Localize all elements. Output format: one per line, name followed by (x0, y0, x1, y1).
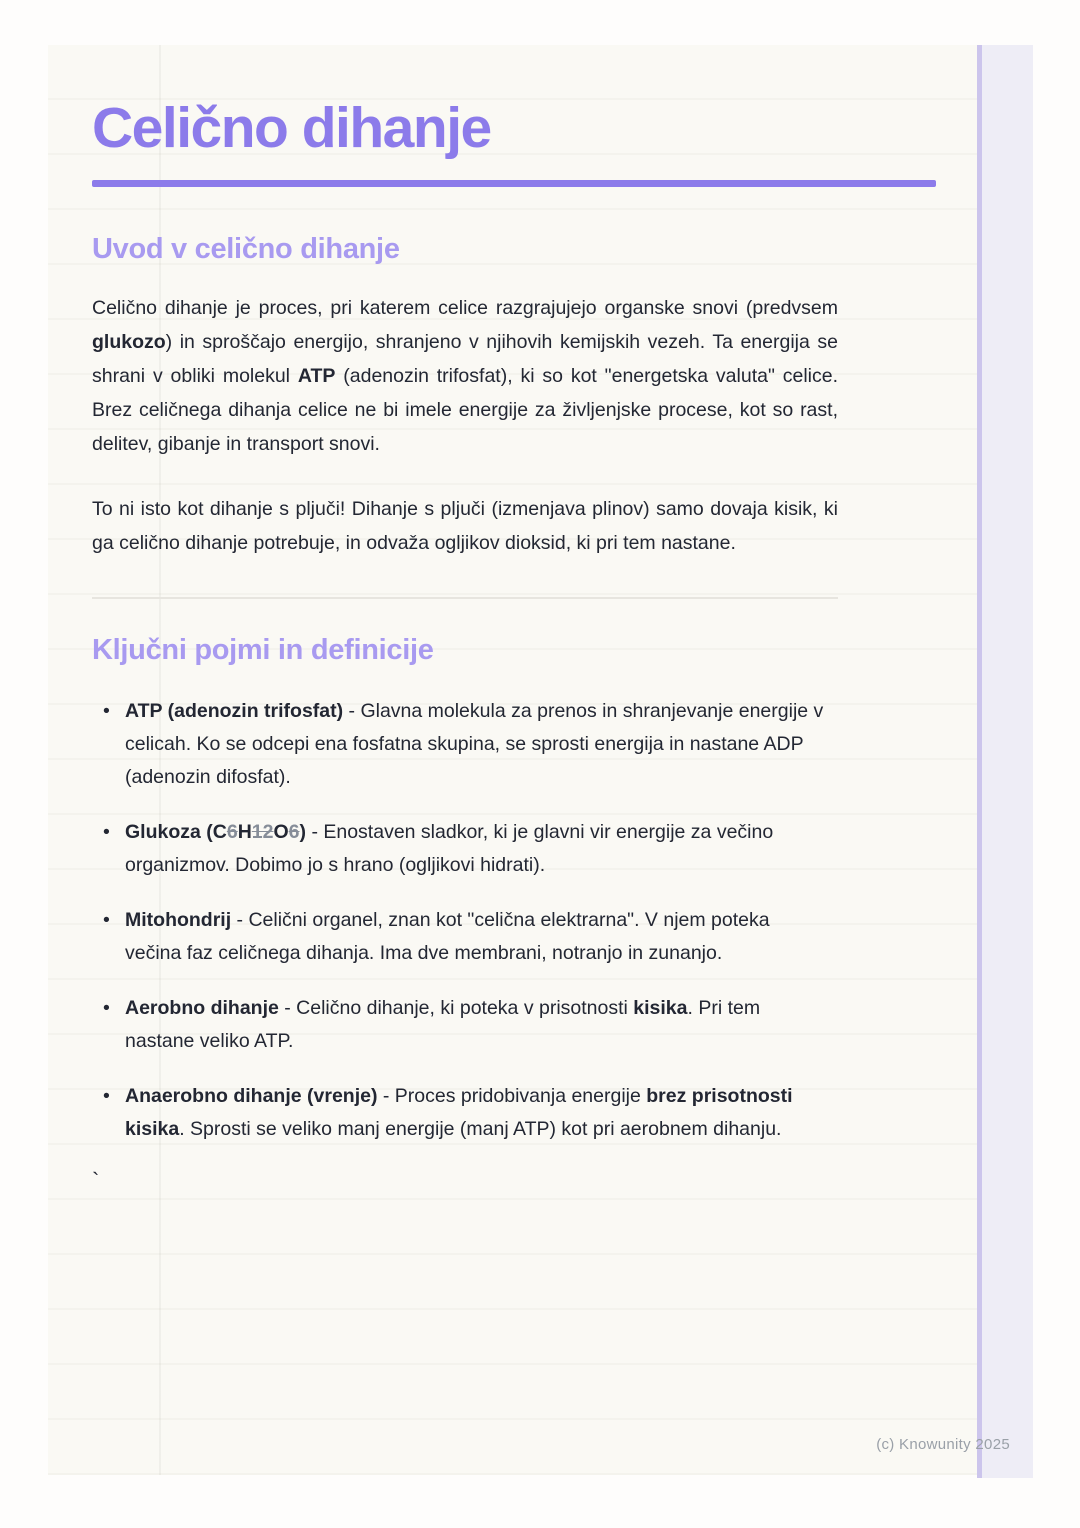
term-text (125, 1085, 793, 1140)
stray-backtick: ` (92, 1168, 100, 1193)
text-segment: - Celični organel, znan kot "celična elektrarna". V njem poteka večina faz celičnega dihanja. Ima dve membrani, notranjo in zunanjo. (125, 909, 770, 964)
text-segment: Celično dihanje je proces, pri katerem celice razgrajujejo organske snovi (predvsem (92, 297, 838, 319)
text-segment: . Pri tem nastane veliko ATP. (125, 997, 761, 1052)
worksheet-card (48, 45, 977, 1475)
bullet-icon: • (103, 821, 110, 843)
text-segment: - Proces pridobivanja energije (377, 1085, 647, 1107)
term-text (125, 909, 770, 964)
bullet-icon: • (103, 997, 110, 1019)
next-page-edge-stripe (977, 45, 1033, 1478)
text-segment: Mitohondrij (125, 909, 232, 931)
text-segment: 12 (251, 821, 274, 843)
text-segment: - Glavna molekula za prenos in shranjevanje energije v celicah. Ko se odcepi ena fosfatna skupina, se sprosti energija in nastane ADP (adenozin difosfat). (125, 700, 824, 788)
term-item-mitohondrij (92, 904, 830, 970)
term-text (125, 997, 760, 1052)
bullet-icon: • (103, 1085, 110, 1107)
term-text (125, 821, 773, 876)
term-item-anaerobno (92, 1080, 830, 1146)
text-segment: H (237, 821, 252, 843)
intro-paragraph-1 (92, 291, 838, 461)
intro-paragraph-2 (92, 492, 838, 560)
text-segment: 6 (226, 821, 238, 843)
worksheet-content (48, 45, 908, 1194)
text-segment: ATP (297, 365, 336, 387)
bullet-icon: • (103, 909, 110, 931)
text-segment: ) in sproščajo energijo, shranjeno v njihovih kemijskih vezeh. Ta energija se shrani v obliki molekul (92, 331, 838, 387)
text-segment: - Enostaven sladkor, ki je glavni vir energije za večino organizmov. Dobimo jo s hrano (ogljikovi hidrati). (125, 821, 774, 876)
text-segment: To ni isto kot dihanje s pljuči! Dihanje s pljuči (izmenjava plinov) samo dovaja kisik, ki ga celično dihanje potrebuje, in odvaža ogljikov dioksid, ki pri tem nastane. (92, 498, 838, 554)
term-item-glukoza (92, 816, 830, 882)
text-segment: ATP (adenozin trifosfat) (125, 700, 344, 722)
term-list (92, 695, 832, 1146)
term-item-aerobno (92, 992, 830, 1058)
text-segment: kisika (633, 997, 688, 1019)
title-underline (92, 180, 936, 187)
text-segment: Aerobno dihanje (125, 997, 279, 1019)
section-divider (92, 597, 838, 599)
text-segment: ) (299, 821, 307, 843)
text-segment: O (273, 821, 289, 843)
text-segment: Anaerobno dihanje (vrenje) (125, 1085, 378, 1107)
text-segment: 6 (288, 821, 300, 843)
term-text (125, 700, 823, 788)
page-title: Celično dihanje (92, 96, 491, 160)
text-segment: (adenozin trifosfat), ki so kot "energetska valuta" celice. Brez celičnega dihanja celice ne bi imele energije za življenjske procese, kot so rast, delitev, gibanje in transport snovi. (92, 365, 838, 455)
section-heading-intro: Uvod v celično dihanje (92, 233, 400, 265)
bullet-icon: • (103, 700, 110, 722)
text-segment: - Celično dihanje, ki poteka v prisotnosti (278, 997, 634, 1019)
section-heading-terms: Ključni pojmi in definicije (92, 634, 434, 666)
text-segment: brez prisotnosti kisika (125, 1085, 793, 1140)
text-segment: . Sprosti se veliko manj energije (manj ATP) kot pri aerobnem dihanju. (179, 1118, 782, 1140)
term-item-atp (92, 695, 830, 794)
text-segment: Glukoza (C (125, 821, 227, 843)
text-segment: glukozo (92, 331, 166, 353)
footer-credit: (c) Knowunity 2025 (876, 1436, 1010, 1453)
